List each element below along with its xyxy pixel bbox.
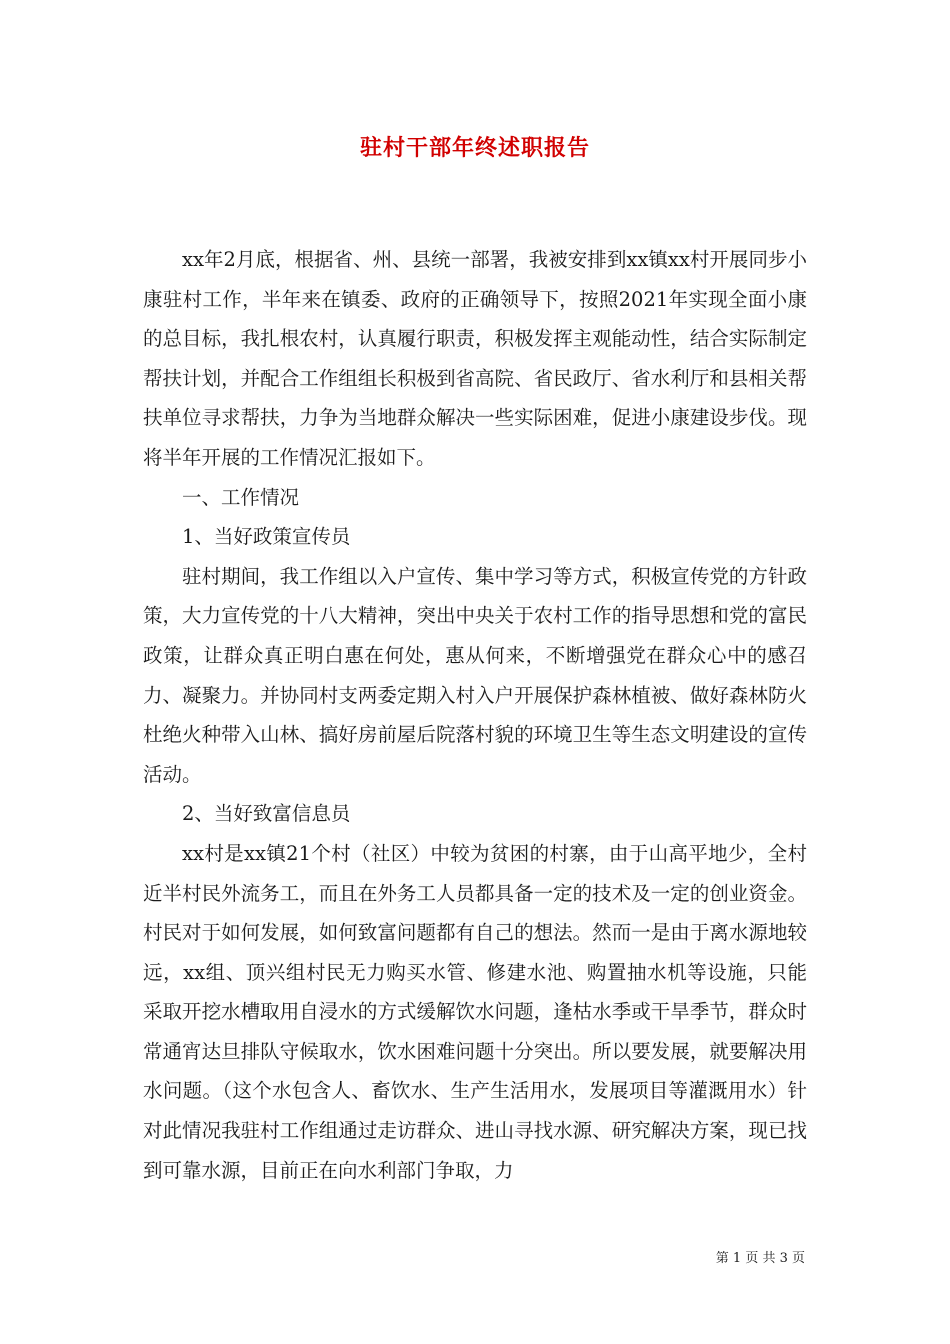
document-title: 驻村干部年终述职报告 [359,135,590,161]
paragraph-policy-promoter: 驻村期间，我工作组以入户宣传、集中学习等方式，积极宣传党的方针政策，大力宣传党的十八大精神，突出中央关于农村工作的指导思想和党的富民政策，让群众真正明白惠在何处，惠从何来，不断增强党在群众心中的感召力、凝聚力。并协同村支两委定期入村入户开展保护森林植被、做好森林防火杜绝火种带入山林、搞好房前屋后院落村貌的环境卫生等生态文明建设的宣传活动。 [143,564,807,786]
paragraph-intro: xx年2月底，根据省、州、县统一部署，我被安排到xx镇xx村开展同步小康驻村工作，半年来在镇委、政府的正确领导下，按照2021年实现全面小康的总目标，我扎根农村，认真履行职责，积极发挥主观能动性，结合实际制定帮扶计划，并配合工作组组长积极到省高院、省民政厅、省水利厅和县相关帮扶单位寻求帮扶，力争为当地群众解决一些实际困难，促进小康建设步伐。现将半年开展的工作情况汇报如下。 [143,248,807,469]
section-heading-work-status: 一、工作情况 [182,485,300,509]
subheading-wealth-info: 2、当好致富信息员 [182,802,351,826]
page-number: 第 1 页 共 3 页 [715,1251,805,1266]
subheading-policy-promoter: 1、当好政策宣传员 [182,525,351,549]
paragraph-wealth-info: xx村是xx镇21个村（社区）中较为贫困的村寨，由于山高平地少，全村近半村民外流务工，而且在外务工人员都具备一定的技术及一定的创业资金。村民对于如何发展，如何致富问题都有自己的想法。然而一是由于离水源地较远，xx组、顶兴组村民无力购买水管、修建水池、购置抽水机等设施，只能采取开挖水槽取用自浸水的方式缓解饮水问题，逢枯水季或干旱季节，群众时常通宵达旦排队守候取水，饮水困难问题十分突出。所以要发展，就要解决用水问题。（这个水包含人、畜饮水、生产生活用水，发展项目等灌溉用水）针对此情况我驻村工作组通过走访群众、进山寻找水源、研究解决方案，现已找到可靠水源，目前正在向水利部门争取，力 [143,841,807,1182]
document-body [143,240,807,1190]
